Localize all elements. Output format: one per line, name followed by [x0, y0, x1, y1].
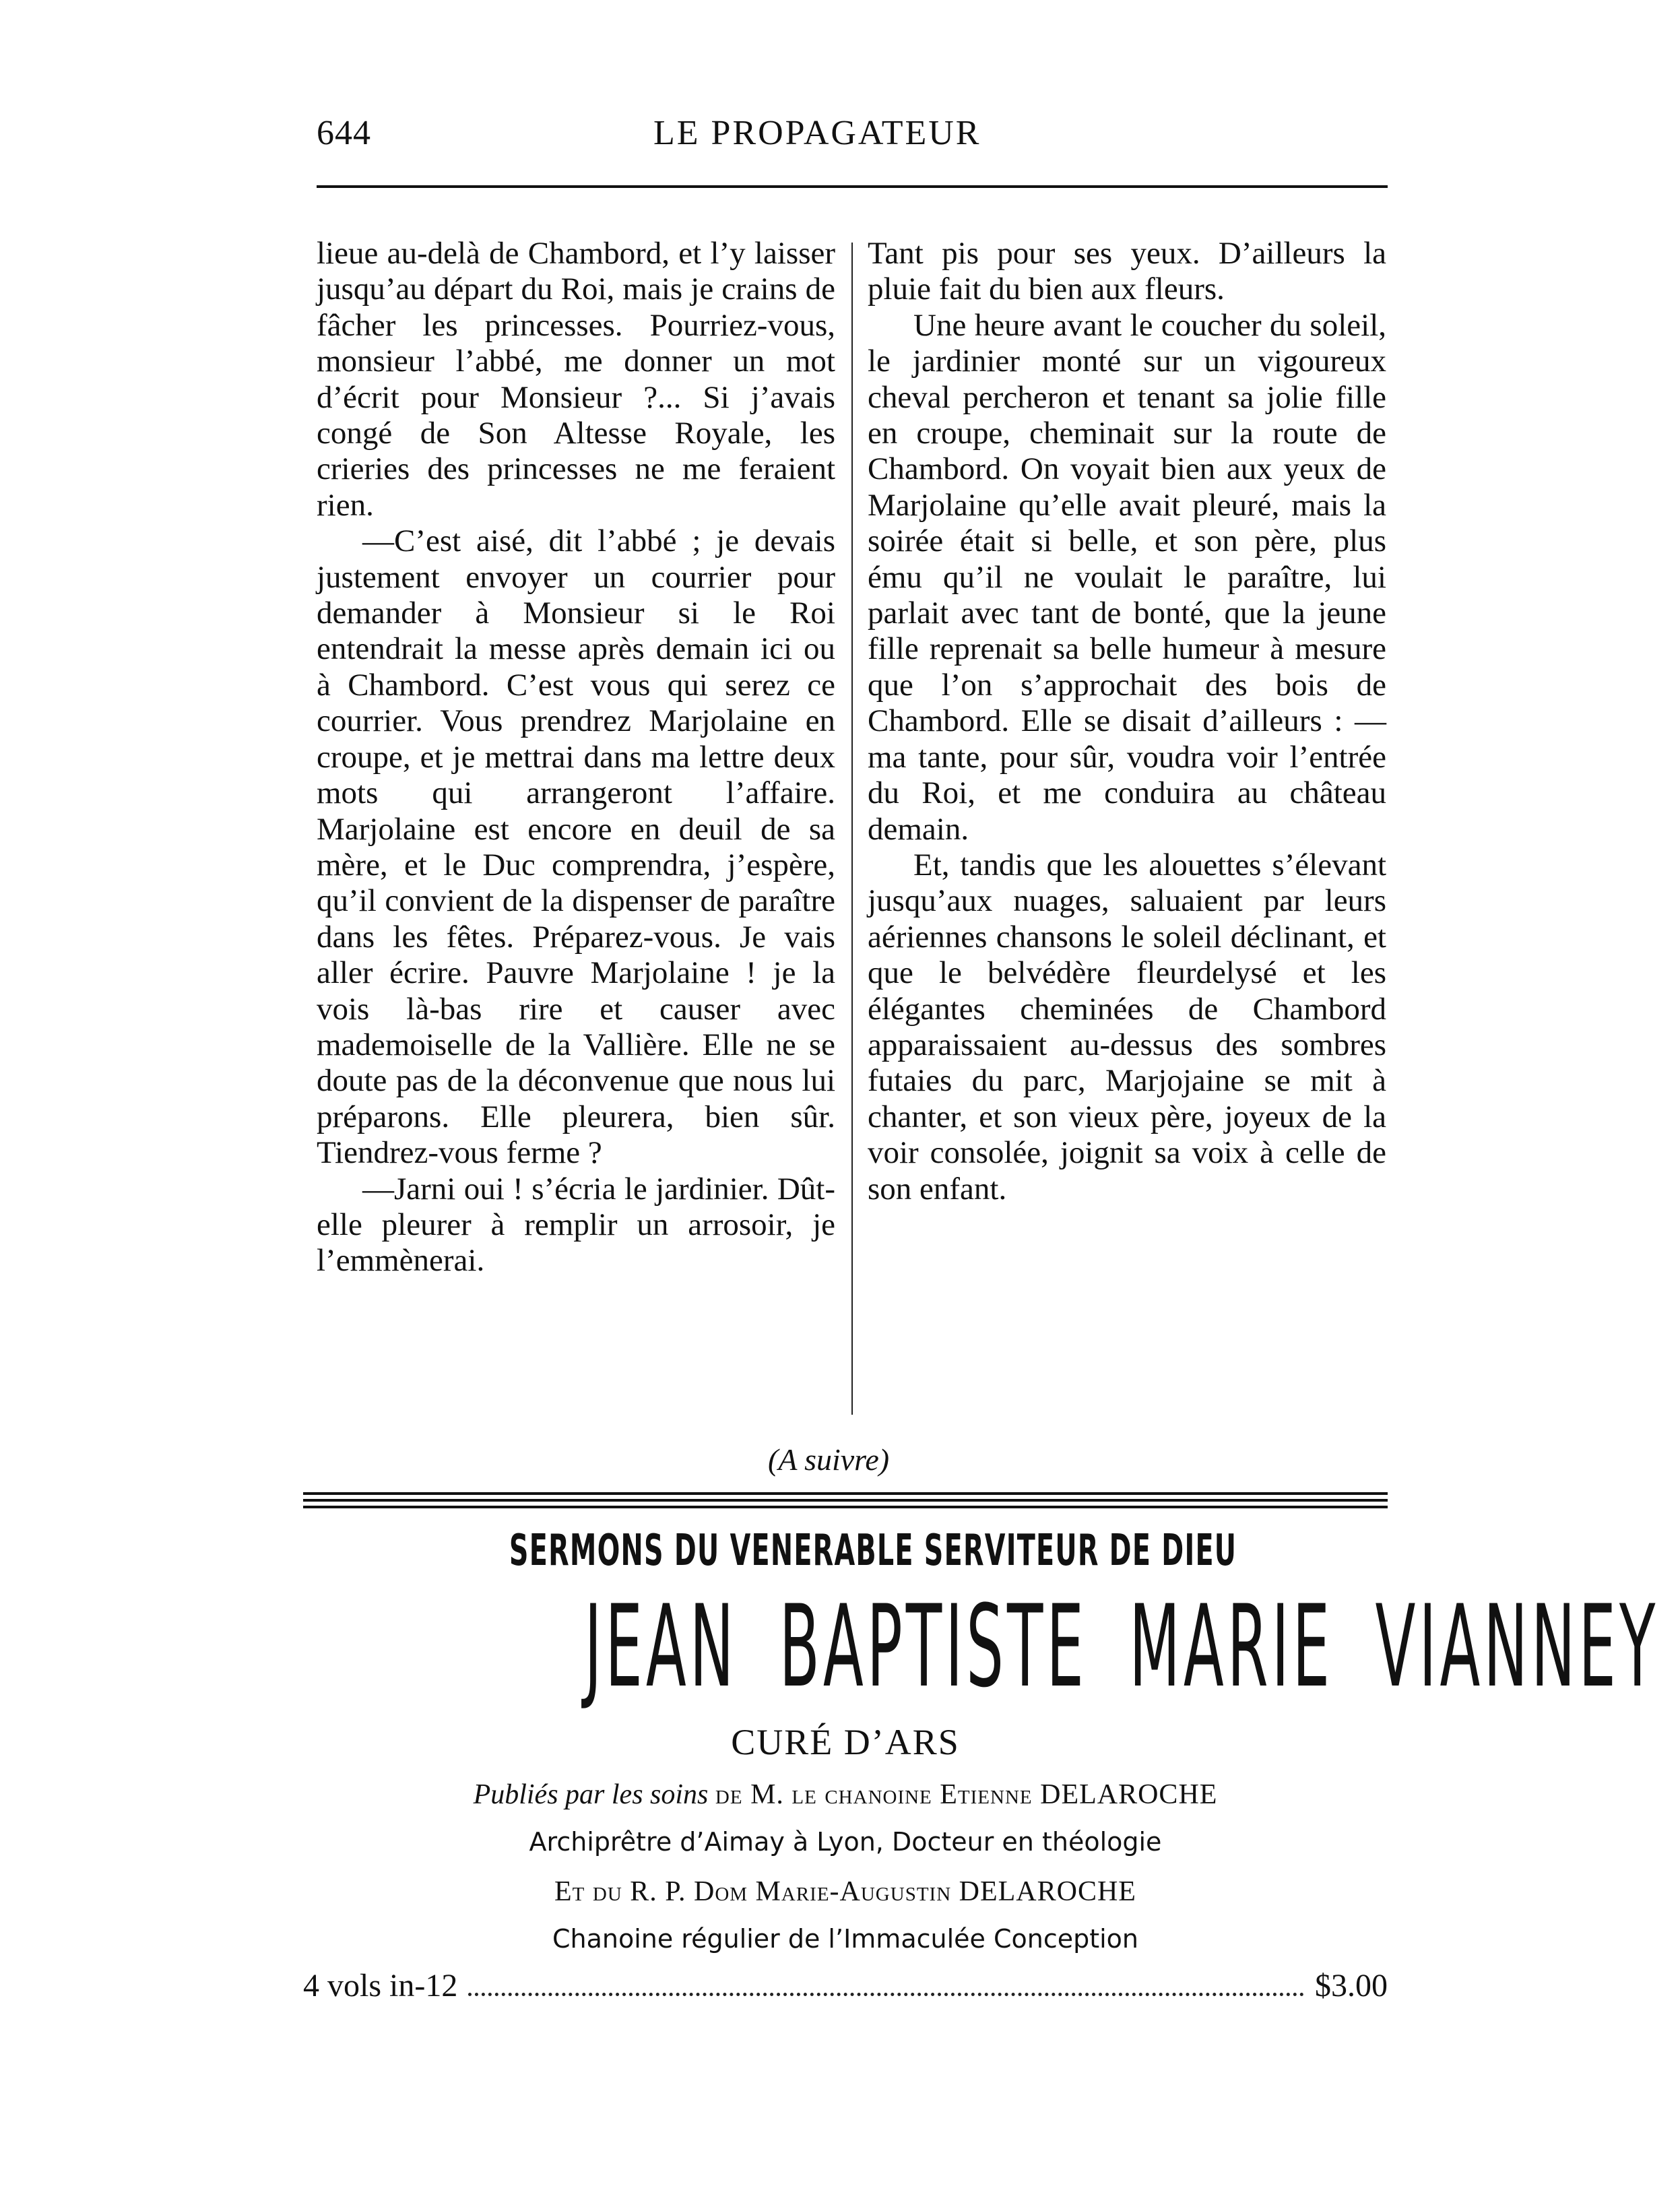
paragraph: Tant pis pour ses yeux. D’ailleurs la pluie fait du bien aux fleurs. — [868, 236, 1386, 307]
ad-second-editor: Et du R. P. Dom Marie-Augustin DELAROCHE — [554, 1876, 1136, 1907]
ad-editor-line — [303, 1779, 1388, 1811]
ad-editor-name: de M. le chanoine Etienne DELAROCHE — [715, 1779, 1218, 1810]
column-divider — [851, 243, 853, 1415]
ad-editor-intro: Publiés par les soins — [473, 1779, 709, 1810]
header-rule — [317, 185, 1388, 188]
price-row — [303, 1967, 1388, 2008]
page-header — [317, 113, 1388, 160]
name-word: JEAN — [584, 1580, 738, 1712]
price-value: $3.00 — [1315, 1968, 1388, 2004]
double-rule — [303, 1492, 1388, 1516]
ad-second-editor-title: Chanoine régulier de l’Immaculée Conception — [552, 1924, 1139, 1954]
name-word: VIANNEY — [1375, 1580, 1659, 1712]
to-be-continued: (A suivre) — [768, 1442, 890, 1477]
paragraph: —C’est aisé, dit l’abbé ; je devais justement envoyer un courrier pour demander à Monsieur si le Roi entendrait la messe après demain ici ou à Chambord. C’est vous qui serez ce courrier. Vous prendrez Marjolaine en croupe, et je mettrai dans ma lettre deux mots qui arrangeront l’affaire. Marjolaine est encore en deuil de sa mère, et le Duc comprendra, j’espère, qu’il convient de la dispenser de paraître dans les fêtes. Préparez-vous. Je vais aller écrire. Pauvre Marjolaine ! je la vois là-bas rire et causer avec mademoiselle de la Vallière. Elle ne se doute pas de la déconvenue que nous lui préparons. Elle pleurera, bien sûr. Tiendrez-vous ferme ? — [317, 523, 835, 1171]
ad-subtitle: CURÉ D’ARS — [731, 1722, 960, 1762]
paragraph: lieue au-delà de Chambord, et l’y laisser jusqu’au départ du Roi, mais je crains de fâcher les princesses. Pourriez-vous, monsieur l’abbé, me donner un mot d’écrit pour Monsieur ?... Si j’avais congé de Son Altesse Royale, les crieries des princesses ne me feraient rien. — [317, 236, 835, 523]
running-title: LE PROPAGATEUR — [653, 114, 981, 152]
paragraph: Une heure avant le coucher du soleil, le jardinier monté sur un vigoureux cheval percheron et tenant sa jolie fille en croupe, cheminait sur la route de Chambord. On voyait bien aux yeux de Marjolaine qu’elle avait pleuré, mais la soirée était si belle, et son père, plus ému qu’il ne voulait le paraître, lui parlait avec tant de bonté, que la jeune fille reprenait sa belle humeur à mesure que l’on s’approchait des bois de Chambord. Elle se disait d’ailleurs : — ma tante, pour sûr, voudra voir l’entrée du Roi, et me conduira au château demain. — [868, 307, 1386, 847]
price-label: 4 vols in-12 — [303, 1968, 458, 2004]
page-number: 644 — [317, 114, 371, 152]
ad-headline: SERMONS DU VENERABLE SERVITEUR DE DIEU — [509, 1526, 1237, 1576]
ad-editor-title: Archiprêtre d’Aimay à Lyon, Docteur en théologie — [529, 1827, 1162, 1857]
name-word: MARIE — [1129, 1580, 1334, 1712]
paragraph: Et, tandis que les alouettes s’élevant jusqu’aux nuages, saluaient par leurs aériennes chansons le soleil déclinant, et que le belvédère fleurdelysé et les élégantes cheminées de Chambord apparaissaient au-dessus des sombres futaies du parc, Marjojaine se mit à chanter, et son vieux père, joyeux de la voir consolée, joignit sa voix à celle de son enfant. — [868, 847, 1386, 1207]
paragraph: —Jarni oui ! s’écria le jardinier. Dût-elle pleurer à remplir un arrosoir, je l’emmènerai. — [317, 1171, 835, 1279]
leader-dots — [468, 1970, 1304, 1996]
name-word: BAPTISTE — [779, 1580, 1087, 1712]
ad-name — [563, 1580, 1659, 1712]
right-column — [868, 236, 1386, 1421]
left-column — [317, 236, 835, 1421]
